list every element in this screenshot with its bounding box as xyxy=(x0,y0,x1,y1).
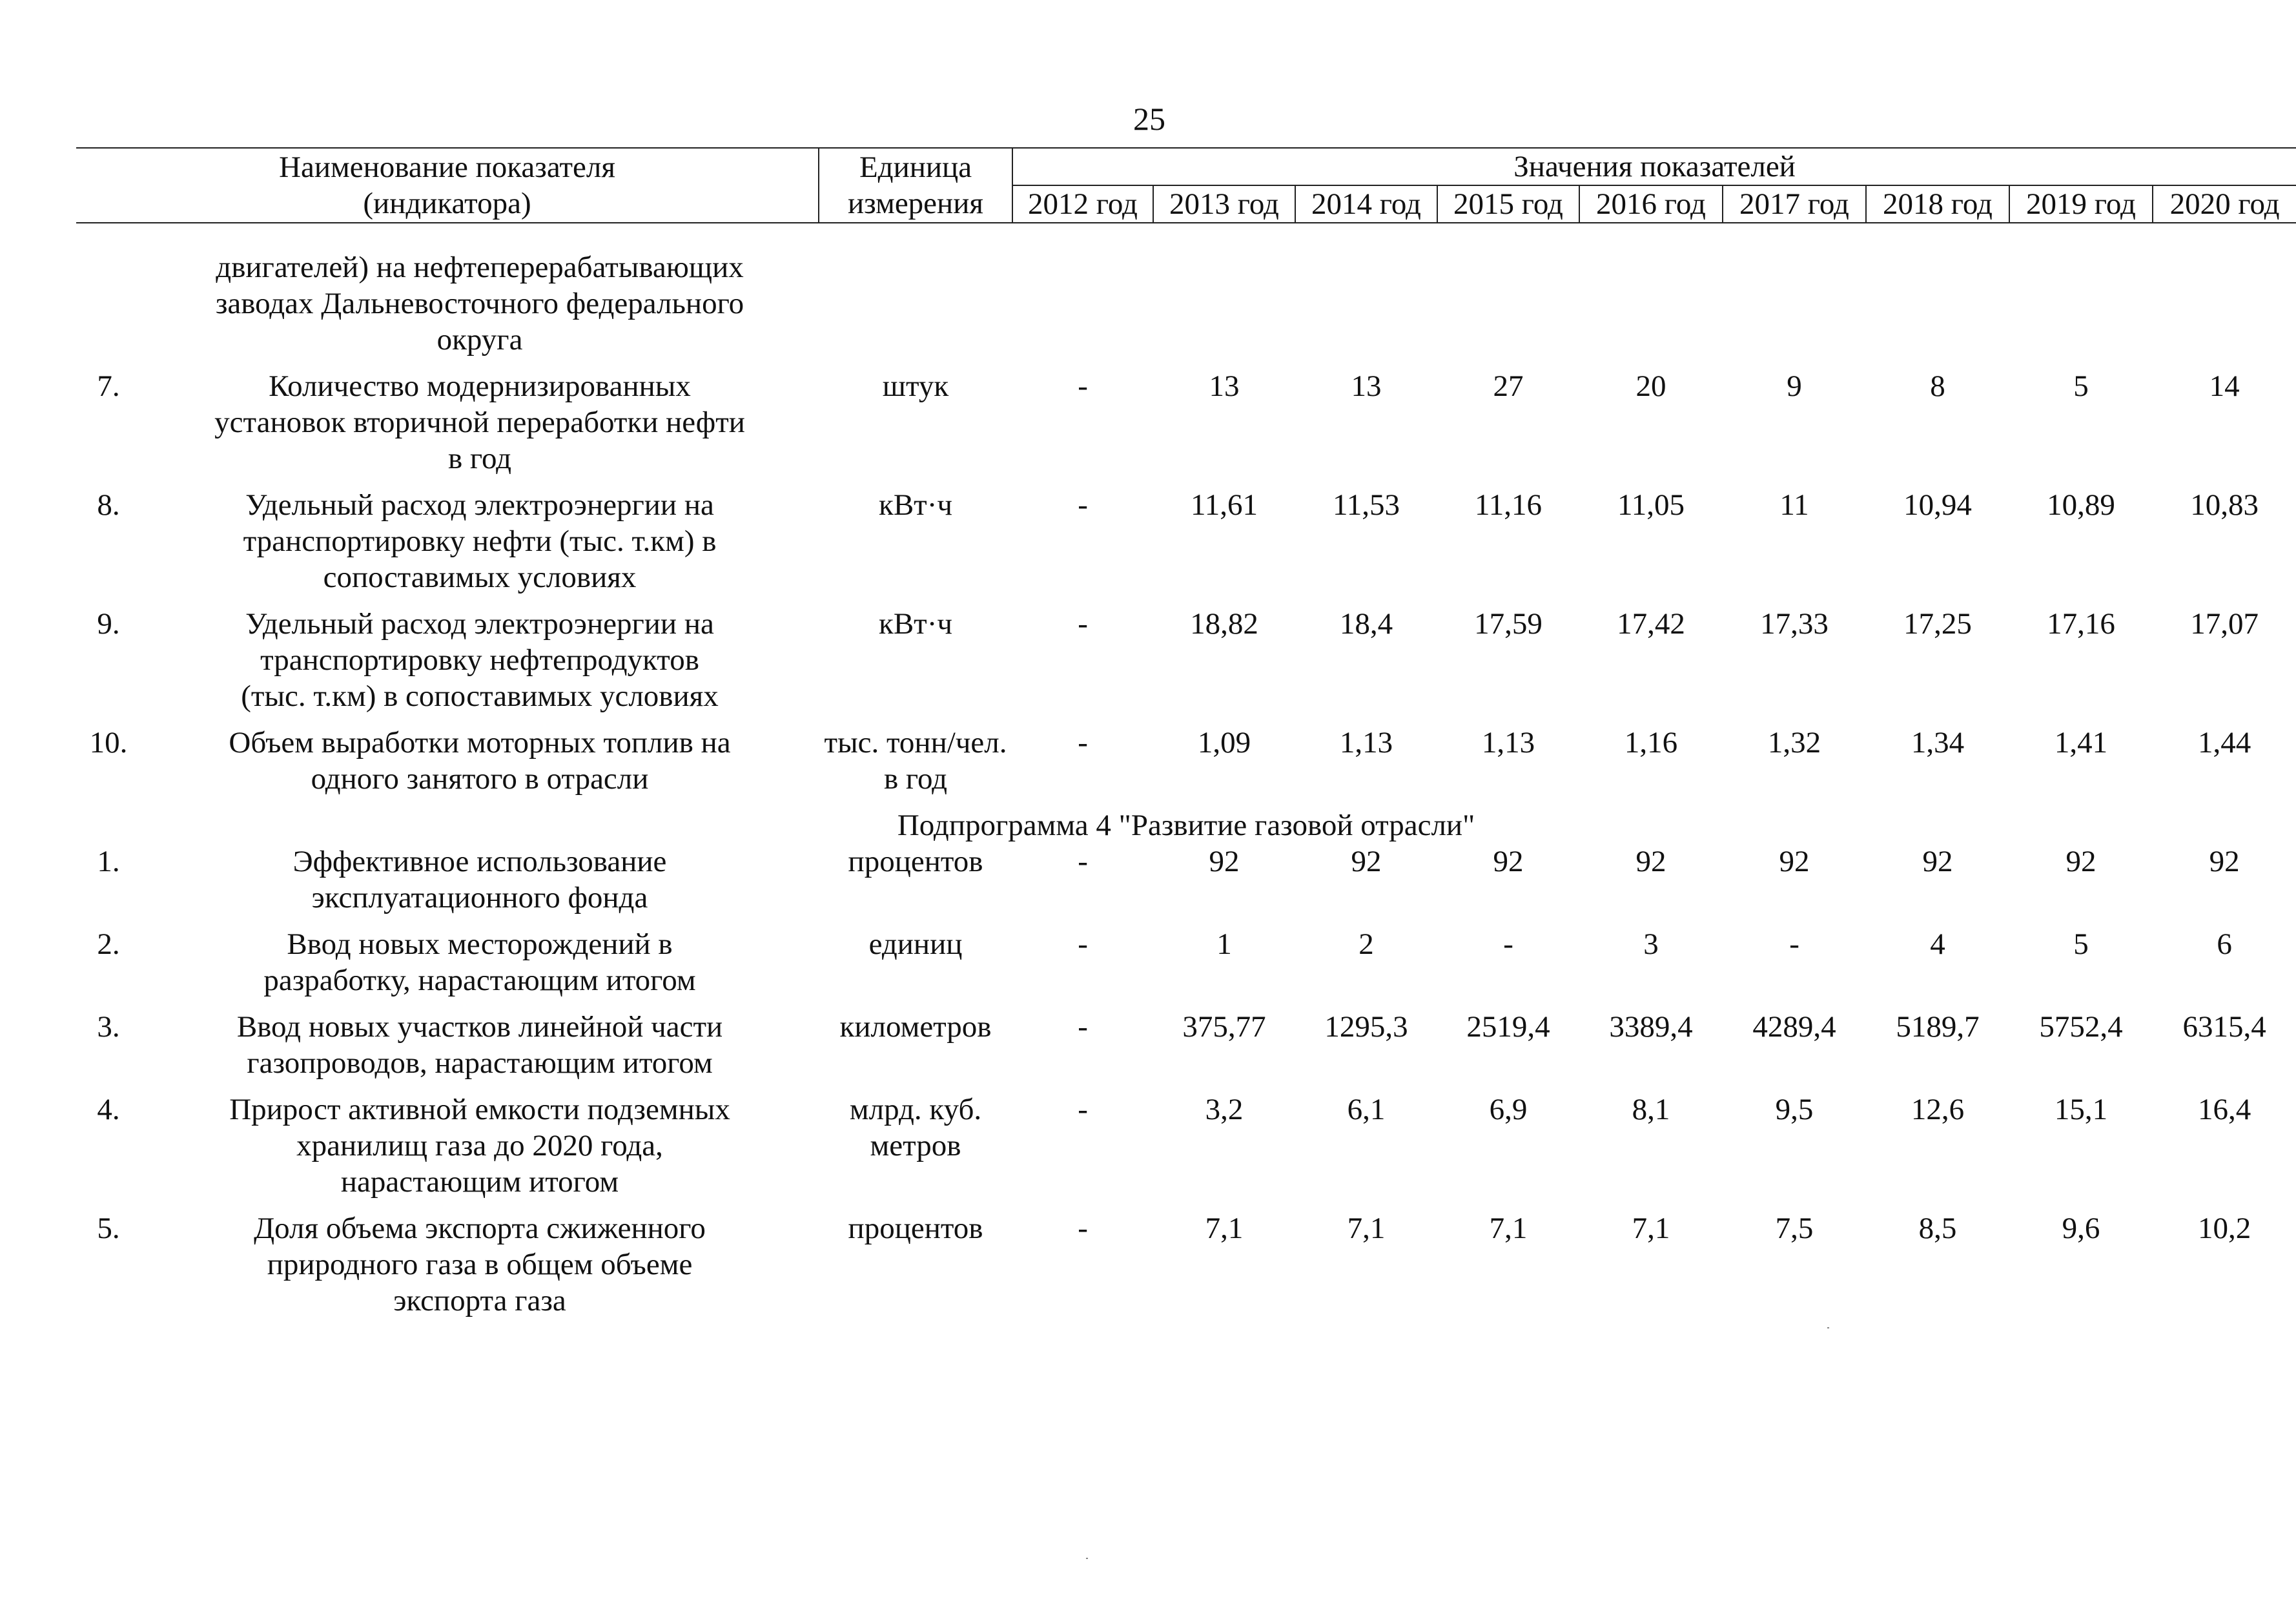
unit-cell xyxy=(819,368,1012,487)
value-cell: 10,83 xyxy=(2190,488,2259,522)
value-cell: 11,05 xyxy=(1617,488,1685,522)
value-cell: 92 xyxy=(1351,845,1382,878)
unit-line: метров xyxy=(870,1129,961,1162)
unit-cell xyxy=(819,926,1012,1009)
value-cell: 18,82 xyxy=(1190,607,1258,641)
value-cell: 92 xyxy=(1635,845,1666,878)
value-cell: 6,1 xyxy=(1347,1093,1386,1126)
page-number: 25 xyxy=(1133,101,1165,137)
unit-cell xyxy=(819,487,1012,606)
value-cell: - xyxy=(1078,1093,1088,1126)
value-cell: - xyxy=(1078,927,1088,961)
value-cell: 15,1 xyxy=(2054,1093,2108,1126)
unit-line: млрд. куб. xyxy=(849,1093,982,1126)
value-cell: 7,5 xyxy=(1775,1212,1814,1245)
indicator-name-line: сопоставимых условиях xyxy=(323,561,637,594)
value-cell: 4289,4 xyxy=(1752,1010,1836,1044)
year-header: 2017 год xyxy=(1723,185,1866,223)
value-cell: 17,42 xyxy=(1617,607,1685,641)
value-cell: 7,1 xyxy=(1205,1212,1244,1245)
value-cell: 10,2 xyxy=(2197,1212,2251,1245)
unit-line: штук xyxy=(882,369,949,403)
value-cell: 5 xyxy=(2073,369,2089,403)
indicator-name xyxy=(141,368,819,487)
value-cell: 17,07 xyxy=(2190,607,2259,641)
value-cell: - xyxy=(1078,488,1088,522)
value-cell: 92 xyxy=(2209,845,2240,878)
value-cell: - xyxy=(1789,927,1799,961)
value-cell: 3,2 xyxy=(1205,1093,1244,1126)
indicator-name-line: одного занятого в отрасли xyxy=(311,762,649,796)
value-cell: 9,6 xyxy=(2062,1212,2100,1245)
subprogram-title: Подпрограмма 4 "Развитие газовой отрасли" xyxy=(897,809,1475,842)
indicator-name xyxy=(141,843,819,926)
value-cell: - xyxy=(1078,1010,1088,1044)
indicator-name-line: природного газа в общем объеме xyxy=(267,1248,693,1281)
indicator-name-line: транспортировку нефтепродуктов xyxy=(260,643,699,677)
value-cell: 1,34 xyxy=(1911,726,1965,759)
indicator-name xyxy=(141,926,819,1009)
value-cell: 18,4 xyxy=(1339,607,1393,641)
indicator-name xyxy=(141,1210,819,1329)
value-cell: 6315,4 xyxy=(2182,1010,2266,1044)
value-cell: 14 xyxy=(2209,369,2240,403)
value-cell: 11,61 xyxy=(1191,488,1258,522)
indicator-name xyxy=(141,725,819,807)
value-cell: 375,77 xyxy=(1182,1010,1266,1044)
table-row xyxy=(76,1091,2296,1210)
row-number: 1. xyxy=(97,845,120,878)
value-cell: 1295,3 xyxy=(1324,1010,1408,1044)
value-cell: 11,16 xyxy=(1475,488,1543,522)
value-cell: 1 xyxy=(1216,927,1232,961)
table-row xyxy=(76,368,2296,487)
indicator-name xyxy=(141,1009,819,1091)
indicator-name-line: в год xyxy=(447,442,512,475)
value-cell: 17,16 xyxy=(2047,607,2115,641)
value-cell: 4 xyxy=(1930,927,1945,961)
value-cell: 92 xyxy=(2065,845,2096,878)
value-cell: 1,16 xyxy=(1624,726,1678,759)
table-row xyxy=(76,843,2296,926)
year-header: 2018 год xyxy=(1866,185,2009,223)
unit-header: Единица измерения xyxy=(819,148,1012,223)
value-cell: 17,33 xyxy=(1760,607,1829,641)
row-number: 9. xyxy=(97,607,120,641)
value-cell: 5189,7 xyxy=(1896,1010,1980,1044)
year-header: 2020 год xyxy=(2153,185,2296,223)
value-cell: - xyxy=(1078,1212,1088,1245)
indicator-name-line: Ввод новых месторождений в xyxy=(287,927,673,961)
row-number: 8. xyxy=(97,488,120,522)
indicator-name-line: транспортировку нефти (тыс. т.км) в xyxy=(243,524,717,558)
value-cell: 92 xyxy=(1922,845,1953,878)
unit-cell xyxy=(819,1210,1012,1329)
row-number: 3. xyxy=(97,1010,120,1044)
value-cell: - xyxy=(1078,369,1088,403)
value-cell: - xyxy=(1078,726,1088,759)
unit-cell xyxy=(819,843,1012,926)
indicator-name-line: Эффективное использование xyxy=(292,845,667,878)
value-cell: 1,13 xyxy=(1339,726,1393,759)
year-header: 2015 год xyxy=(1437,185,1579,223)
indicator-name-line: (тыс. т.км) в сопоставимых условиях xyxy=(241,679,719,713)
table-row xyxy=(76,487,2296,606)
indicator-name-line: эксплуатационного фонда xyxy=(311,881,648,914)
unit-line: процентов xyxy=(848,845,983,878)
continuation-row xyxy=(76,249,2296,368)
value-cell: 7,1 xyxy=(1632,1212,1670,1245)
value-cell: 1,41 xyxy=(2054,726,2108,759)
row-number: 5. xyxy=(97,1212,120,1245)
indicator-name-line: Удельный расход электроэнергии на xyxy=(245,607,714,641)
value-cell: 92 xyxy=(1779,845,1810,878)
value-cell: 17,59 xyxy=(1474,607,1543,641)
row-number: 7. xyxy=(97,369,120,403)
value-cell: 27 xyxy=(1493,369,1524,403)
value-cell: 6 xyxy=(2217,927,2232,961)
year-header: 2013 год xyxy=(1153,185,1295,223)
table-body xyxy=(76,223,2296,1329)
scan-speck xyxy=(1827,1327,1829,1328)
value-cell: 1,09 xyxy=(1197,726,1251,759)
value-cell: - xyxy=(1503,927,1513,961)
value-cell: 9,5 xyxy=(1775,1093,1814,1126)
indicator-name xyxy=(141,606,819,725)
unit-cell xyxy=(819,1009,1012,1091)
unit-cell xyxy=(819,725,1012,807)
value-cell: 13 xyxy=(1209,369,1240,403)
value-cell: 20 xyxy=(1635,369,1666,403)
value-cell: 6,9 xyxy=(1489,1093,1528,1126)
row-number: 2. xyxy=(97,927,120,961)
value-cell: 92 xyxy=(1209,845,1240,878)
indicator-name-line: Количество модернизированных xyxy=(269,369,691,403)
value-cell: 2519,4 xyxy=(1466,1010,1550,1044)
table-header xyxy=(76,148,2296,223)
indicator-name xyxy=(141,487,819,606)
table-row xyxy=(76,926,2296,1009)
value-cell: 1,32 xyxy=(1767,726,1821,759)
continuation-text: двигателей) на нефтеперерабатывающих заводах Дальневосточного федерального округа xyxy=(215,251,744,356)
value-cell: 8,5 xyxy=(1918,1212,1957,1245)
row-number: 10. xyxy=(89,726,128,759)
unit-line: кВт·ч xyxy=(879,607,953,641)
indicator-name-line: экспорта газа xyxy=(393,1284,566,1317)
value-cell: 3389,4 xyxy=(1609,1010,1693,1044)
value-cell: 5752,4 xyxy=(2039,1010,2123,1044)
value-cell: 11 xyxy=(1779,488,1809,522)
value-cell: 7,1 xyxy=(1489,1212,1528,1245)
value-cell: - xyxy=(1078,845,1088,878)
row-number: 4. xyxy=(97,1093,120,1126)
table-row xyxy=(76,1210,2296,1329)
unit-line: кВт·ч xyxy=(879,488,953,522)
unit-line: процентов xyxy=(848,1212,983,1245)
table-row xyxy=(76,725,2296,807)
value-cell: 1,44 xyxy=(2197,726,2251,759)
year-header: 2019 год xyxy=(2009,185,2153,223)
indicator-name-line: Прирост активной емкости подземных xyxy=(229,1093,730,1126)
values-header: Значения показателей xyxy=(1012,148,2296,185)
value-cell: 11,53 xyxy=(1333,488,1400,522)
unit-line: тыс. тонн/чел. xyxy=(824,726,1007,759)
value-cell: 92 xyxy=(1493,845,1524,878)
unit-cell xyxy=(819,606,1012,725)
table-row xyxy=(76,1009,2296,1091)
indicator-name-line: Объем выработки моторных топлив на xyxy=(229,726,731,759)
table-row xyxy=(76,606,2296,725)
unit-line: в год xyxy=(883,762,948,796)
value-cell: - xyxy=(1078,607,1088,641)
unit-line: километров xyxy=(839,1010,992,1044)
value-cell: 10,94 xyxy=(1903,488,1972,522)
value-cell: 7,1 xyxy=(1347,1212,1386,1245)
year-header: 2012 год xyxy=(1012,185,1153,223)
indicator-name-line: Доля объема экспорта сжиженного xyxy=(254,1212,706,1245)
value-cell: 8 xyxy=(1930,369,1945,403)
indicator-name-header: Наименование показателя (индикатора) xyxy=(76,148,819,223)
value-cell: 8,1 xyxy=(1632,1093,1670,1126)
value-cell: 16,4 xyxy=(2197,1093,2251,1126)
subprogram-row xyxy=(76,807,2296,843)
indicator-name-line: Ввод новых участков линейной части xyxy=(236,1010,723,1044)
year-header: 2014 год xyxy=(1295,185,1437,223)
scan-speck xyxy=(1086,1558,1088,1559)
indicator-name xyxy=(141,1091,819,1210)
value-cell: 9 xyxy=(1787,369,1802,403)
indicator-name-line: разработку, нарастающим итогом xyxy=(263,964,696,997)
unit-cell xyxy=(819,1091,1012,1210)
indicator-name-line: нарастающим итогом xyxy=(340,1165,619,1199)
indicator-name-line: установок вторичной переработки нефти xyxy=(214,406,745,439)
value-cell: 13 xyxy=(1351,369,1382,403)
value-cell: 1,13 xyxy=(1481,726,1535,759)
value-cell: 10,89 xyxy=(2047,488,2115,522)
unit-line: единиц xyxy=(868,927,963,961)
indicator-name-line: Удельный расход электроэнергии на xyxy=(245,488,714,522)
value-cell: 5 xyxy=(2073,927,2089,961)
value-cell: 2 xyxy=(1358,927,1374,961)
indicators-table xyxy=(76,147,2296,1329)
year-header: 2016 год xyxy=(1579,185,1723,223)
value-cell: 17,25 xyxy=(1903,607,1972,641)
indicator-name-line: хранилищ газа до 2020 года, xyxy=(296,1129,663,1162)
indicator-name-line: газопроводов, нарастающим итогом xyxy=(247,1046,713,1080)
value-cell: 3 xyxy=(1643,927,1659,961)
value-cell: 12,6 xyxy=(1911,1093,1965,1126)
